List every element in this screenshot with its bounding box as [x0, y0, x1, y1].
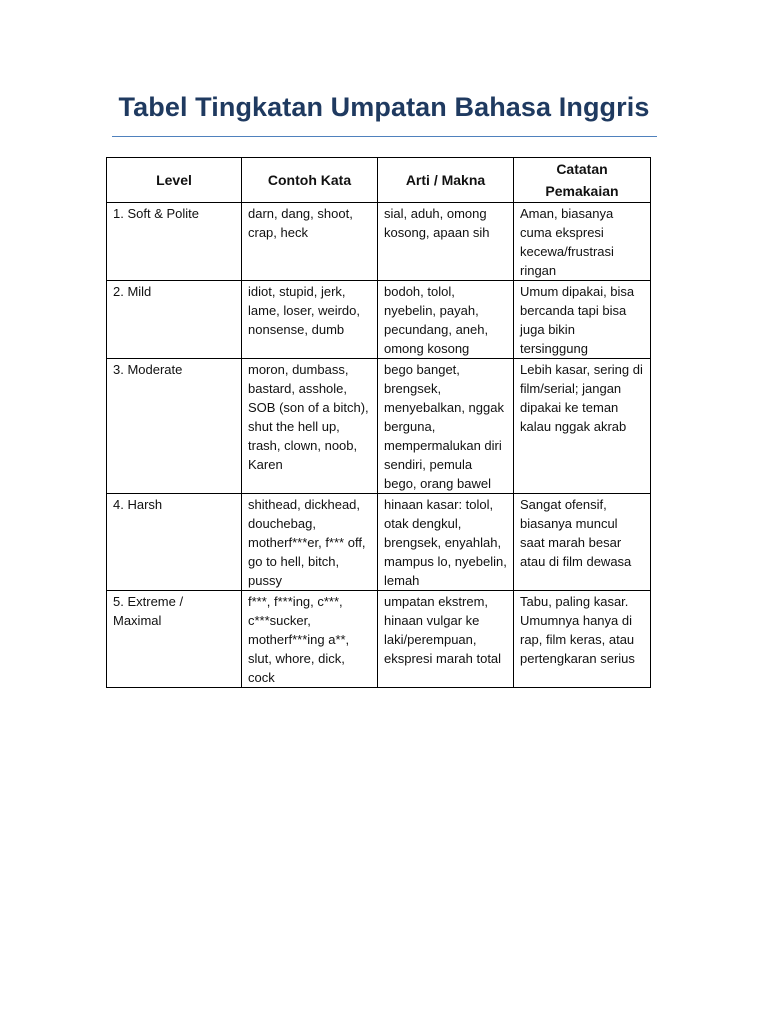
cell-level: 2. Mild [107, 281, 242, 359]
cell-notes: Tabu, paling kasar. Umumnya hanya di rap, film keras, atau pertengkaran serius [514, 591, 651, 688]
cell-notes: Aman, biasanya cuma ekspresi kecewa/frustrasi ringan [514, 203, 651, 281]
cell-meaning: hinaan kasar: tolol, otak dengkul, brengsek, enyahlah, mampus lo, nyebelin, lemah [378, 494, 514, 591]
cell-examples: moron, dumbass, bastard, asshole, SOB (son of a bitch), shut the hell up, trash, clown, noob, Karen [242, 359, 378, 494]
table-row [107, 494, 651, 591]
cell-notes: Sangat ofensif, biasanya muncul saat marah besar atau di film dewasa [514, 494, 651, 591]
header-examples: Contoh Kata [242, 158, 378, 203]
cell-examples: shithead, dickhead, douchebag, motherf***er, f*** off, go to hell, bitch, pussy [242, 494, 378, 591]
header-meaning: Arti / Makna [378, 158, 514, 203]
cell-meaning: bego banget, brengsek, menyebalkan, nggak berguna, mempermalukan diri sendiri, pemula bego, orang bawel [378, 359, 514, 494]
page-title: Tabel Tingkatan Umpatan Bahasa Inggris [118, 92, 650, 122]
cell-level: 1. Soft & Polite [107, 203, 242, 281]
header-level: Level [107, 158, 242, 203]
table-row [107, 359, 651, 494]
table-row [107, 591, 651, 688]
table-header-row [107, 158, 651, 203]
cell-notes: Lebih kasar, sering di film/serial; jangan dipakai ke teman kalau nggak akrab [514, 359, 651, 494]
cell-level: 5. Extreme / Maximal [107, 591, 242, 688]
cell-meaning: umpatan ekstrem, hinaan vulgar ke laki/perempuan, ekspresi marah total [378, 591, 514, 688]
profanity-level-table [106, 157, 651, 688]
cell-examples: idiot, stupid, jerk, lame, loser, weirdo, nonsense, dumb [242, 281, 378, 359]
cell-level: 3. Moderate [107, 359, 242, 494]
title-underline [112, 136, 657, 137]
table-row [107, 203, 651, 281]
cell-meaning: sial, aduh, omong kosong, apaan sih [378, 203, 514, 281]
cell-level: 4. Harsh [107, 494, 242, 591]
cell-meaning: bodoh, tolol, nyebelin, payah, pecundang, aneh, omong kosong [378, 281, 514, 359]
cell-examples: f***, f***ing, c***, c***sucker, motherf***ing a**, slut, whore, dick, cock [242, 591, 378, 688]
header-notes: Catatan Pemakaian [514, 158, 651, 203]
table-row [107, 281, 651, 359]
cell-notes: Umum dipakai, bisa bercanda tapi bisa juga bikin tersinggung [514, 281, 651, 359]
cell-examples: darn, dang, shoot, crap, heck [242, 203, 378, 281]
